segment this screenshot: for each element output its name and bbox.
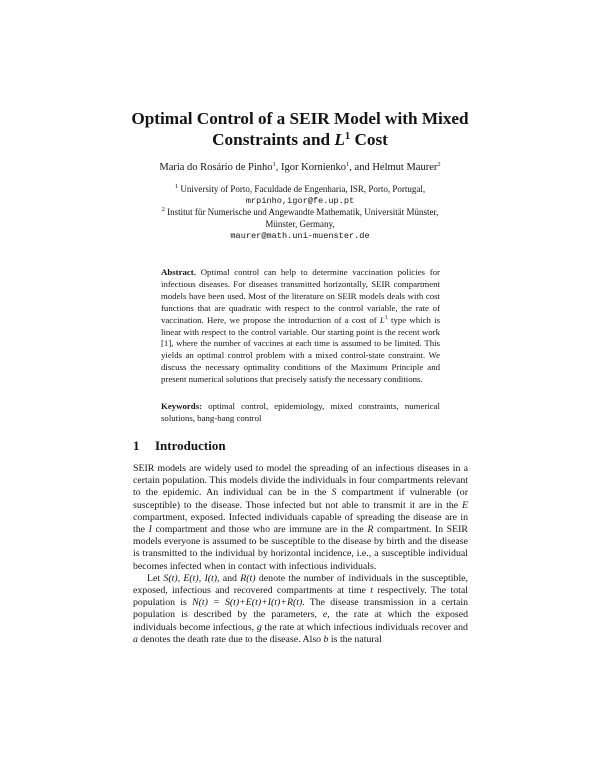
keywords-label: Keywords: [161,401,203,411]
title-text: Cost [350,130,388,149]
text-run: , and [217,572,241,584]
title-math-sup: 1 [344,131,351,142]
abstract [161,267,440,386]
math-var: g [256,621,262,633]
text-run: denotes the death rate due to the disease. Also [137,633,324,645]
abstract-text: Optimal control can help to determine vaccination policies for infectious diseases. For diseases transmitted horizontally, SEIR compartment models have been used. Most of the literature on SEIR models deals with cost functions that are quadratic with respect to the control variable, the rate of vaccination. Here, we propose the introduction of a cost of [161,267,440,325]
author-separator: , and [349,162,373,173]
abstract-math-L: L [379,314,385,325]
text-run: Let [147,572,164,584]
text-run: compartment if vulnerable (or susceptible) to the disease. Those infected but not able to transmit it are in the [133,487,469,511]
text-run: respectively. The total population is [133,585,468,609]
affiliation-1 [100,184,500,208]
affiliation-1-email: mrpinho,igor@fe.up.pt [245,195,355,206]
affil-marker: 2 [161,206,165,213]
text-run: denote the number of individuals in the susceptible, exposed, infectious and recovered compartments at time [133,572,469,597]
math-var: E(t) [183,572,199,584]
math-var: R(t) [240,572,256,584]
keywords [161,401,440,425]
affil-text: University of Porto, Faculdade de Engenharia, ISR, Porto, Portugal, [178,184,426,194]
paragraph-1 [133,463,468,573]
math-equation: N(t) = S(t)+E(t)+I(t)+R(t) [192,597,303,609]
text-run: the rate at which infectious individuals recover and [261,621,468,633]
author-affil-marker: 2 [437,161,441,168]
math-var: a [133,633,138,645]
math-var: I [148,524,152,536]
math-var: e [322,609,328,621]
affil-text: Institut für Numerische und Angewandte Mathematik, Universität Münster, [164,207,439,217]
author-name: Igor Kornienko [281,162,347,173]
text-run: , [198,572,205,584]
math-var: S(t) [163,572,178,584]
affiliation-2-email: maurer@math.uni-muenster.de [230,230,370,241]
math-var: b [323,633,329,645]
text-run: , the rate at which the exposed individuals become infectious, [133,609,468,633]
title-text: Constraints and [212,130,335,149]
text-run: . The disease transmission in a certain population is described by the parameters, [133,597,468,621]
text-run: compartment, exposed. Infected individuals capable of spreading the disease are in the [133,511,468,536]
abstract-label: Abstract. [161,267,196,277]
affiliation-1-line [100,184,500,196]
author-affil-marker: 1 [272,161,276,168]
text-run: compartment and those who are immune are in the [151,524,368,536]
body-text [133,463,468,646]
affiliation-2-city: Münster, Germany, [265,218,335,229]
section-number: 1 [133,438,140,453]
section-heading [133,438,226,454]
keywords-text: optimal control, epidemiology, mixed constraints, numerical solutions, bang-bang control [161,401,440,423]
text-run: , [177,572,184,584]
title-line-1: Optimal Control of a SEIR Model with Mixed [131,109,469,128]
paper-title [70,108,530,150]
paragraph-2 [133,573,468,646]
math-var: S [331,487,337,499]
math-var: R [367,524,374,536]
author-name: Helmut Maurer [372,162,438,173]
math-var: I(t) [204,572,218,584]
author-separator: , [275,162,282,173]
text-run: compartment. In SEIR models everyone is assumed to be susceptible to the disease by birth and the disease is transmitted to the individual by horizontal incidence, i.e., a susceptible individual becomes infected when in contact with infectious individuals. [133,524,468,572]
author-list [60,161,540,174]
section-title: Introduction [155,438,226,453]
abstract-math-sup: 1 [384,314,388,321]
author-affil-marker: 1 [346,161,350,168]
title-math-L: L [334,130,345,149]
affil-marker: 1 [174,183,179,190]
text-run: is the natural [328,633,382,645]
affiliation-2 [100,207,500,242]
title-line-2 [70,129,530,150]
math-var: E [461,499,468,511]
abstract-text: type which is linear with respect to the control variable. Our starting point is the recent work [1], where the number of vaccines at each time is assumed to be limited. This yields an optimal control problem with a mixed control-state constraint. We discuss the necessary optimality conditions of the Maximum Principle and present numerical solutions that precisely satisfy the necessary conditions. [161,314,440,385]
math-var: t [370,585,373,597]
author-name: Maria do Rosário de Pinho [159,162,273,173]
text-run: SEIR models are widely used to model the spreading of an infectious diseases in a certain population. This models divide the individuals in four compartments relevant to the epidemic. An individual can be in the [133,463,468,499]
affiliation-2-line [100,207,500,219]
